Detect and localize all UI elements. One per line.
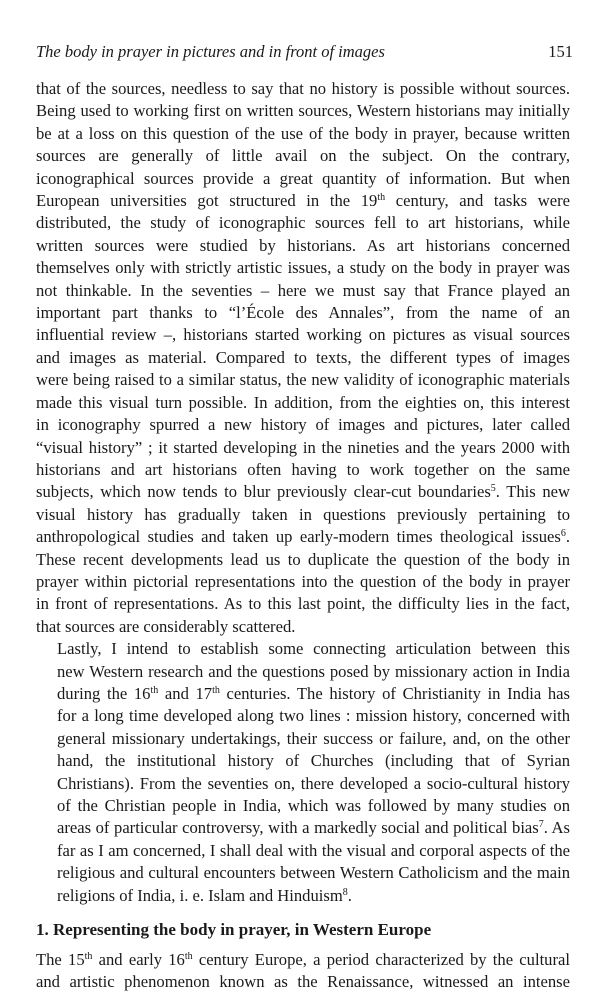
text-line: written sources were studied by historians. As art historians concerned [36, 235, 570, 255]
superscript: 5 [490, 483, 496, 495]
running-title: The body in prayer in pictures and in front of images [36, 42, 385, 61]
paragraph [36, 949, 570, 994]
text-line: areas of particular controversy, with a markedly social and political bias$^7$. As [57, 818, 570, 838]
superscript: th [150, 684, 159, 696]
text-line: made this visual turn possible. In addition, from the eighties on, this interest [36, 392, 570, 412]
text-line: prayer within pictorial representations into the question of the body in prayer [36, 571, 570, 591]
text-line: of the Christian people in India, which was followed by many studies on [57, 796, 570, 815]
superscript: 7 [538, 819, 544, 831]
superscript: 6 [560, 528, 566, 540]
section-heading: 1. Representing the body in prayer, in Western Europe [36, 920, 432, 940]
text-line: that of the sources, needless to say that no history is possible without sources. [36, 79, 570, 98]
superscript: th [84, 951, 93, 963]
text-line: historians and art historians often having to work together on the same [36, 459, 570, 479]
page-number: 151 [548, 42, 573, 61]
text-line: The 15th and early 16th century Europe, a period characterized by the cultural [36, 950, 570, 970]
superscript: th [184, 951, 193, 963]
page-header [36, 42, 573, 62]
paragraph [36, 78, 570, 638]
text-line: influential review –, historians started working on pictures as visual sources [36, 325, 570, 345]
text-line: were being raised to a similar status, the new validity of iconographic materials [36, 370, 570, 390]
text-line: general missionary undertakings, their success or failure, and, on the other [57, 728, 570, 748]
text-line: in iconography spurred a new history of images and pictures, later called [36, 415, 570, 435]
text-line: be at a loss on this question of the use of the body in prayer, because written [36, 123, 570, 143]
text-line: and artistic phenomenon known as the Renaissance, witnessed an intense [36, 972, 570, 992]
text-line: “visual history” ; it started developing in the nineties and the years 2000 with [36, 437, 570, 457]
text-line: Christians). From the seventies on, there developed a socio-cultural history [57, 773, 570, 793]
body-text [36, 78, 570, 994]
text-line: subjects, which now tends to blur previously clear-cut boundaries$^5$. This new [36, 482, 570, 502]
text-line: far as I am concerned, I shall deal with the visual and corporal aspects of the [57, 840, 570, 860]
paragraph [36, 638, 570, 907]
text-line: themselves only with strictly artistic issues, a study on the body in prayer was [36, 258, 570, 278]
text-line: religious and cultural encounters between Western Catholicism and the main [57, 863, 570, 883]
text-line: sources are generally of little avail on the subject. On the contrary, [36, 146, 570, 166]
text-line: distributed, the study of iconographic sources fell to art historians, while [36, 213, 570, 233]
text-line: religions of India, i. e. Islam and Hinduism$^8$. [57, 885, 352, 905]
text-line: that sources are considerably scattered. [36, 616, 296, 636]
text-line: hand, the institutional history of Churches (including that of Syrian [57, 751, 570, 771]
text-line: Being used to working first on written sources, Western historians may initially [36, 101, 570, 121]
text-line: important part thanks to “l’École des Annales”, from the name of an [36, 303, 570, 323]
superscript: th [377, 192, 386, 204]
text-line: iconographical sources provide a great quantity of information. But when [36, 168, 570, 188]
text-line: in front of representations. As to this last point, the difficulty lies in the fact, [36, 594, 570, 614]
text-line: European universities got structured in the 19th century, and tasks were [36, 191, 570, 211]
superscript: th [212, 684, 220, 696]
text-line: anthropological studies and taken up early-modern times theological issues$^6$. [36, 527, 570, 547]
text-line: These recent developments lead us to duplicate the question of the body in [36, 549, 570, 569]
text-line: visual history has gradually taken in questions previously pertaining to [36, 504, 570, 524]
superscript: 8 [342, 886, 348, 898]
text-line: for a long time developed along two lines : mission history, concerned with [57, 706, 570, 726]
text-line: not thinkable. In the seventies – here we must say that France played an [36, 280, 570, 300]
text-line: Lastly, I intend to establish some connecting articulation between this [57, 639, 570, 659]
text-line: new Western research and the questions posed by missionary action in India [57, 661, 570, 681]
text-line: and images as material. Compared to texts, the different types of images [36, 347, 570, 367]
text-line: during the 16th and 17th centuries. The history of Christianity in India has [57, 683, 570, 703]
